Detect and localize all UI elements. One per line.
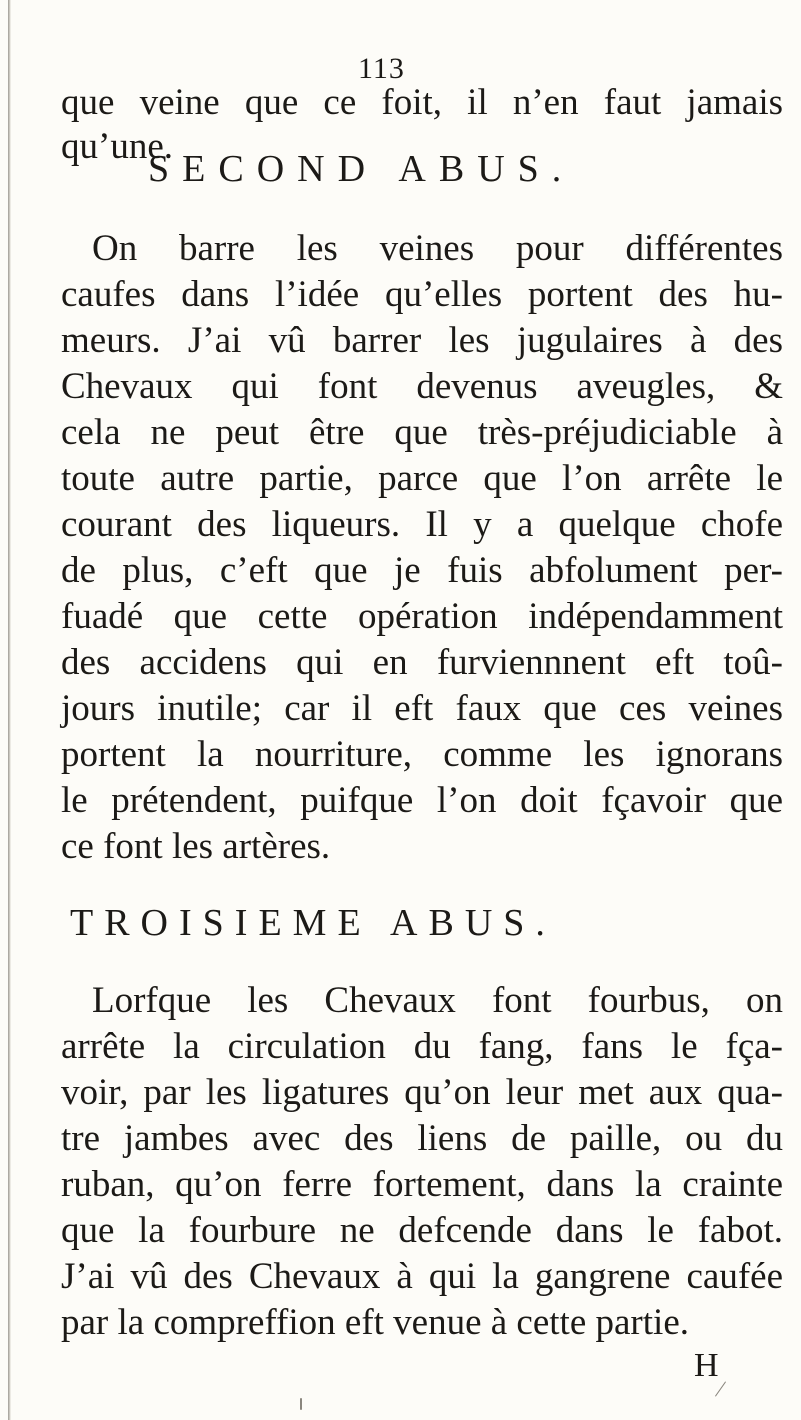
- text-line: ruban, qu’on ferre fortement, dans la crainte: [61, 1164, 783, 1205]
- text-line: Lorfque les Chevaux font fourbus, on: [92, 980, 783, 1021]
- text-line: des accidens qui en furviennnent eft toû-: [61, 642, 783, 683]
- text-line: tre jambes avec des liens de paille, ou du: [61, 1118, 783, 1159]
- text-line: qu’une.: [61, 126, 173, 167]
- text-line: le prétendent, puifque l’on doit fçavoir que: [61, 780, 783, 821]
- text-line: arrête la circulation du fang, fans le fça-: [61, 1026, 783, 1067]
- text-line: que veine que ce foit, il n’en faut jamais: [61, 82, 783, 123]
- section-heading-second-abus: SECOND ABUS.: [148, 148, 575, 190]
- text-line: portent la nourriture, comme les ignorans: [61, 734, 783, 775]
- page-gutter-edge: [8, 0, 11, 1420]
- catchword: H: [694, 1347, 719, 1384]
- text-line: voir, par les ligatures qu’on leur met aux qua-: [61, 1072, 783, 1113]
- text-line: J’ai vû des Chevaux à qui la gangrene caufée: [61, 1256, 783, 1297]
- print-speck: [300, 1398, 302, 1410]
- text-line: Chevaux qui font devenus aveugles, &: [61, 366, 783, 407]
- text-line: jours inutile; car il eft faux que ces veines: [61, 688, 783, 729]
- text-line: que la fourbure ne defcende dans le fabot.: [61, 1210, 783, 1251]
- text-line: toute autre partie, parce que l’on arrête le: [61, 458, 783, 499]
- text-line: caufes dans l’idée qu’elles portent des hu-: [61, 274, 783, 315]
- text-line: de plus, c’eft que je fuis abfolument per-: [61, 550, 783, 591]
- text-line: courant des liqueurs. Il y a quelque chofe: [61, 504, 783, 545]
- text-line: On barre les veines pour différentes: [92, 228, 783, 269]
- section-heading-troisieme-abus: TROISIEME ABUS.: [70, 902, 556, 944]
- text-line: fuadé que cette opération indépendamment: [61, 596, 783, 637]
- text-line: meurs. J’ai vû barrer les jugulaires à des: [61, 320, 783, 361]
- text-line: cela ne peut être que très-préjudiciable à: [61, 412, 783, 453]
- text-line: par la compreffion eft venue à cette partie.: [61, 1302, 689, 1343]
- page-number: 113: [358, 52, 405, 85]
- text-line: ce font les artères.: [61, 826, 331, 867]
